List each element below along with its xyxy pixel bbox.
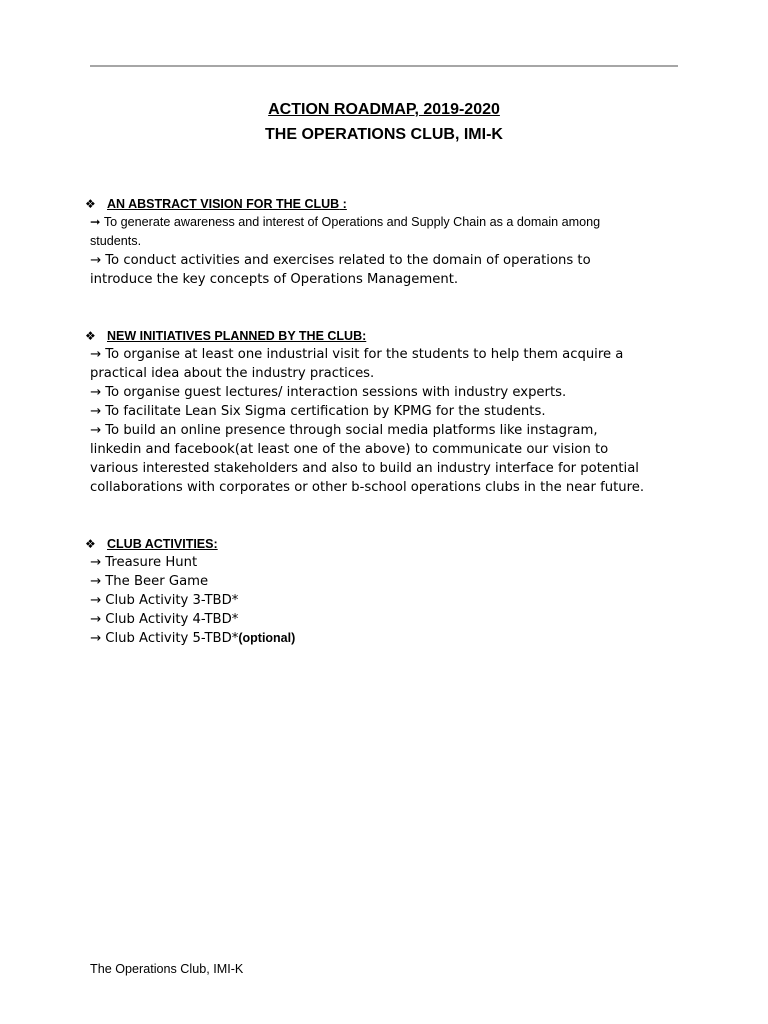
section-club-activities [85,535,690,648]
section-heading [85,195,690,213]
optional-note: (optional) [238,631,296,645]
section-abstract-vision [85,195,690,289]
list-item: practical idea about the industry practices. [90,366,375,381]
list-item: introduce the key concepts of Operations Management. [90,272,459,287]
list-item: → Club Activity 4-TBD* [90,612,239,627]
list-item: → To conduct activities and exercises related to the domain of operations to [90,253,591,268]
list-item: → To facilitate Lean Six Sigma certification by KPMG for the students. [90,404,546,419]
section-heading-text: NEW INITIATIVES PLANNED BY THE CLUB: [107,329,367,343]
section-heading-text: AN ABSTRACT VISION FOR THE CLUB : [107,197,347,211]
list-item: students. [90,234,142,248]
section-heading-text: CLUB ACTIVITIES: [107,537,218,551]
diamond-bullet-icon: ❖ [85,537,96,551]
document-title: ACTION ROADMAP, 2019-2020 [268,101,500,118]
list-item: collaborations with corporates or other b-school operations clubs in the near future. [90,480,645,495]
diamond-bullet-icon: ❖ [85,329,96,343]
list-item: various interested stakeholders and also to build an industry interface for potential [90,461,639,476]
diamond-bullet-icon: ❖ [85,197,96,211]
list-item [90,629,690,648]
heading-suffix: : [339,197,347,211]
list-item: → The Beer Game [90,574,209,589]
section-heading [85,535,690,553]
list-item-text: → Club Activity 5-TBD* [90,631,239,646]
section-heading [85,327,690,345]
section-new-initiatives [85,327,690,497]
list-item: → To organise guest lectures/ interaction sessions with industry experts. [90,385,567,400]
top-rule [90,65,678,67]
page-footer: The Operations Club, IMI-K [90,962,244,976]
list-item: → To organise at least one industrial visit for the students to help them acquire a [90,347,624,362]
list-item: ➞ To generate awareness and interest of Operations and Supply Chain as a domain among [90,215,601,229]
list-item: linkedin and facebook(at least one of the above) to communicate our vision to [90,442,609,457]
list-item: → Club Activity 3-TBD* [90,593,239,608]
list-item: → Treasure Hunt [90,555,198,570]
document-subtitle: THE OPERATIONS CLUB, IMI-K [265,126,503,143]
list-item: → To build an online presence through social media platforms like instagram, [90,423,598,438]
